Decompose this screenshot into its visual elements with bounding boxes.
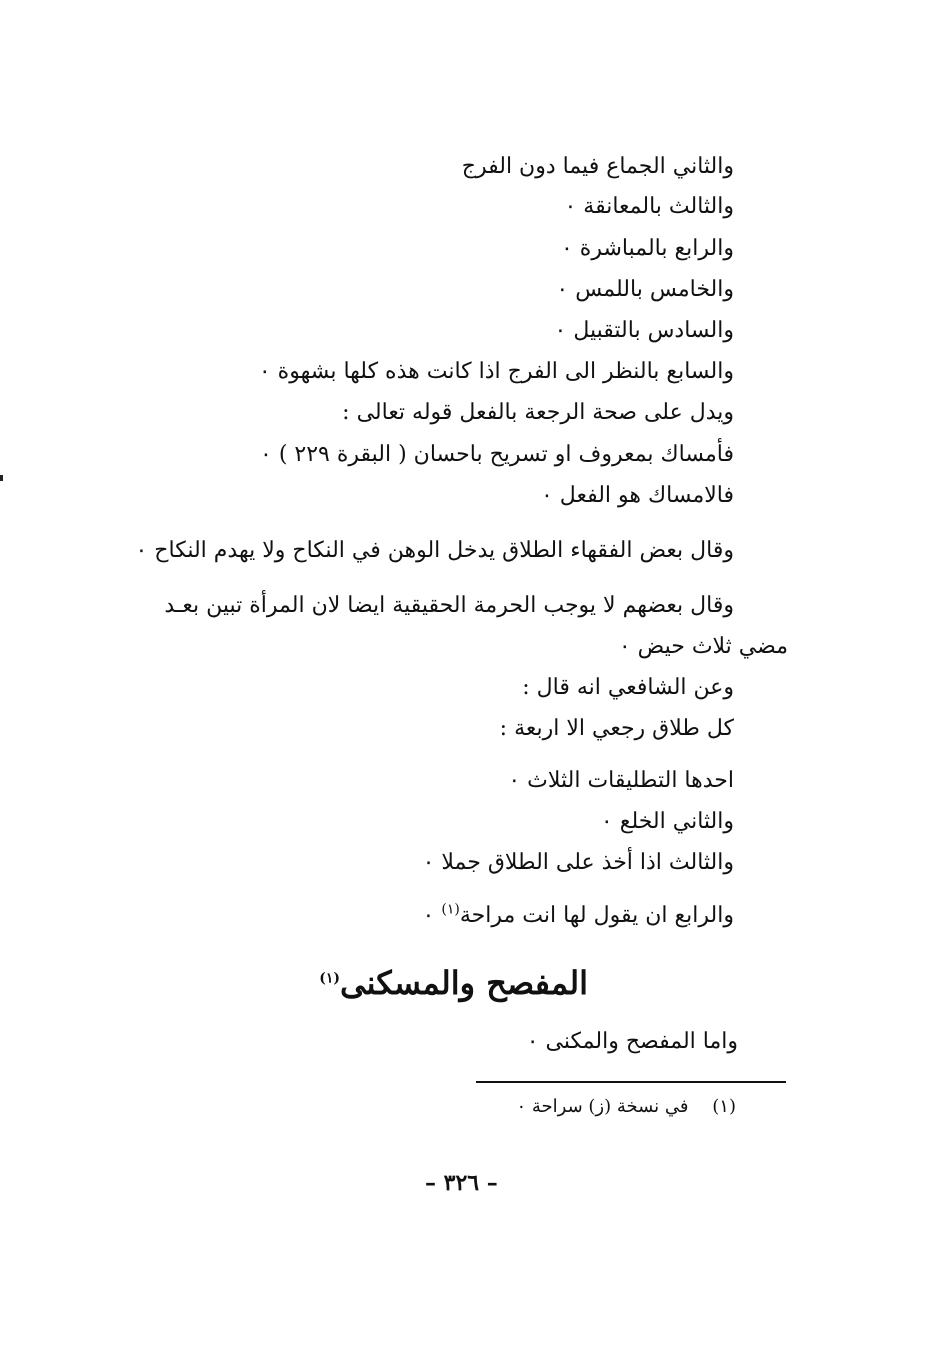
footnote-reference: (١) <box>441 901 460 918</box>
body-line: والرابع بالمباشرة ٠ <box>560 236 734 261</box>
body-line-text: والرابع ان يقول لها انت مراحة <box>459 903 734 928</box>
margin-mark <box>0 475 3 481</box>
body-line: مضي ثلاث حيض ٠ <box>618 634 788 659</box>
heading-footnote-reference: (١) <box>319 970 340 987</box>
body-line: احدها التطليقات الثلاث ٠ <box>508 768 734 793</box>
body-line: والثاني الخلع ٠ <box>600 809 734 834</box>
body-line: فأمساك بمعروف او تسريح باحسان ( البقرة ٢٢٩ ) ٠ <box>260 442 734 467</box>
body-line: والثالث اذا أخذ على الطلاق جملا ٠ <box>422 850 734 875</box>
section-first-line: واما المفصح والمكنى ٠ <box>526 1029 738 1054</box>
body-line: والسادس بالتقبيل ٠ <box>554 318 734 343</box>
body-line: والثاني الجماع فيما دون الفرج <box>461 154 734 179</box>
body-line: والثالث بالمعانقة ٠ <box>564 194 734 219</box>
body-line: وقال بعض الفقهاء الطلاق يدخل الوهن في النكاح ولا يهدم النكاح ٠ <box>135 538 734 563</box>
footnote-text: في نسخة (ز) سراحة ٠ <box>516 1096 689 1117</box>
body-line: والخامس باللمس ٠ <box>556 277 734 302</box>
body-line: فالامساك هو الفعل ٠ <box>540 483 734 508</box>
body-line: وعن الشافعي انه قال : <box>522 675 734 700</box>
body-line-with-footnote <box>423 901 734 931</box>
footnote-separator <box>476 1081 786 1083</box>
body-line: وقال بعضهم لا يوجب الحرمة الحقيقية ايضا لان المرأة تبين بعـد <box>164 593 734 618</box>
footnote <box>516 1094 736 1120</box>
body-line-text-end: ٠ <box>422 903 442 928</box>
section-heading-text: المفصح والمسكنى <box>339 964 588 1002</box>
section-heading <box>319 963 588 1003</box>
body-line: ويدل على صحة الرجعة بالفعل قوله تعالى : <box>342 400 734 425</box>
footnote-marker: (١) <box>712 1096 736 1117</box>
page-number: – ٣٢٦ – <box>425 1170 498 1196</box>
body-line: والسابع بالنظر الى الفرج اذا كانت هذه كلها بشهوة ٠ <box>258 359 734 384</box>
body-line: كل طلاق رجعي الا اربعة : <box>499 716 734 741</box>
